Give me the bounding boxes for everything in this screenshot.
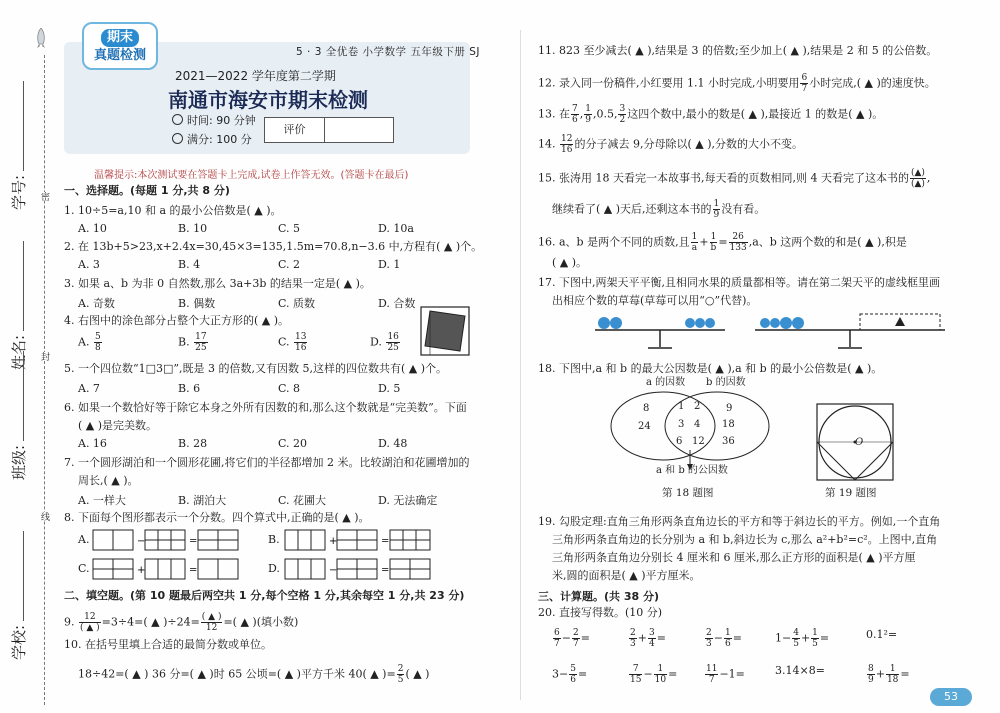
venn-a-label: a 的因数 (646, 377, 686, 388)
q7-option-c[interactable]: C. 花圃大 (278, 494, 327, 507)
question-9: 9. $\frac{12}{( ▲ )}$ =3÷4=( ▲ )÷24= $\frac{( ▲ )}{12}$ =( ▲ )(填小数) (64, 612, 299, 633)
score-info: 满分: 100 分 (172, 131, 252, 147)
q4-option-b[interactable]: B. $\frac{17}{25}$ (178, 332, 207, 353)
question-19-line3: 三角形两条直角边分别长 4 厘米和 6 厘米,那么正方形的面积是( ▲ )平方厘 (552, 551, 916, 564)
name-field[interactable]: 姓名: (8, 241, 29, 370)
exam-tip: 温馨提示:本次测试要在答题卡上完成,试卷上作答无效。(答题卡在最后) (94, 170, 409, 181)
venn-mid-1: 1 (678, 401, 685, 412)
venn-left-2: 24 (638, 421, 651, 432)
badge-line1: 期末 (101, 29, 139, 47)
q8-figure-b (284, 528, 440, 552)
time-info: 时间: 90 分钟 (172, 112, 256, 128)
svg-text:=: = (381, 565, 390, 576)
question-6-line1: 6. 如果一个数恰好等于除它本身之外所有因数的和,那么这个数就是“完美数”。下面 (64, 401, 467, 414)
q4-option-d[interactable]: D. $\frac{16}{25}$ (370, 332, 399, 353)
calc-1: $\frac{6}{7}$ − $\frac{2}{7}$ = (554, 628, 590, 649)
q6-option-b[interactable]: B. 28 (178, 437, 208, 450)
svg-text:+: + (329, 536, 338, 547)
q5-option-b[interactable]: B. 6 (178, 382, 201, 395)
q2-option-a[interactable]: A. 3 (78, 258, 100, 271)
question-17-line1: 17. 下图中,两架天平平衡,且相同水果的质量都相等。请在第二架天平的虚线框里画 (538, 276, 940, 289)
q5-option-d[interactable]: D. 5 (378, 382, 401, 395)
class-field[interactable]: 班级: (8, 351, 29, 480)
question-11: 11. 823 至少减去( ▲ ),结果是 3 的倍数;至少加上( ▲ ),结果是 2 和 5 的公倍数。 (538, 44, 938, 57)
question-6-line2: ( ▲ )是完美数。 (78, 419, 158, 432)
q2-option-c[interactable]: C. 2 (278, 258, 301, 271)
svg-text:=: = (381, 536, 390, 547)
q8-figure-c (92, 557, 248, 581)
figure-19-caption: 第 19 题图 (825, 487, 877, 499)
q3-option-c[interactable]: C. 质数 (278, 297, 316, 310)
question-4: 4. 右图中的涂色部分占整个大正方形的( ▲ )。 (64, 314, 290, 327)
calc-8: $\frac{11}{7}$ −1= (706, 664, 745, 685)
seal-mark: 密 (39, 192, 49, 201)
q17-balance-figures (590, 312, 950, 354)
question-20: 20. 直接写得数。(10 分) (538, 606, 663, 619)
q1-option-c[interactable]: C. 5 (278, 222, 301, 235)
q7-option-d[interactable]: D. 无法确定 (378, 494, 438, 507)
q6-option-c[interactable]: C. 20 (278, 437, 308, 450)
question-7-line2: 周长,( ▲ )。 (78, 474, 139, 487)
venn-right-2: 18 (722, 419, 735, 430)
section-1-title: 一、选择题。(每题 1 分,共 8 分) (64, 184, 230, 197)
q8-option-a[interactable]: A. (78, 533, 90, 546)
svg-text:=: = (189, 565, 198, 576)
line-mark: 线 (39, 512, 49, 521)
calc-3: $\frac{2}{3}$ − $\frac{1}{6}$ = (706, 628, 742, 649)
section-3-title: 三、计算题。(共 38 分) (538, 590, 660, 603)
venn-right-1: 9 (726, 403, 733, 414)
binding-margin (0, 0, 62, 713)
question-10-blanks: 18÷42=( ▲ ) 36 分=( ▲ )时 65 公顷=( ▲ )平方千米 40( ▲ )= $\frac{2}{5}$ ( ▲ ) (78, 664, 430, 685)
venn-right-3: 36 (722, 436, 735, 447)
svg-text:=: = (189, 536, 198, 547)
q4-option-c[interactable]: C. $\frac{13}{16}$ (278, 332, 307, 353)
badge-line2: 真题检测 (93, 48, 146, 63)
calc-4: 1− $\frac{4}{5}$ + $\frac{1}{5}$ = (775, 628, 830, 649)
q7-option-b[interactable]: B. 湖泊大 (178, 494, 227, 507)
q8-figure-d (284, 557, 440, 581)
question-8: 8. 下面每个图形都表示一个分数。四个算式中,正确的是( ▲ )。 (64, 511, 370, 524)
q1-option-d[interactable]: D. 10a (378, 222, 414, 235)
q7-option-a[interactable]: A. 一样大 (78, 494, 126, 507)
page-number: 53 (930, 688, 972, 706)
exam-badge (82, 22, 158, 70)
seal-mark-2: 封 (39, 352, 49, 361)
binding-dashed-line (44, 55, 45, 705)
question-18: 18. 下图中,a 和 b 的最大公因数是( ▲ ),a 和 b 的最小公倍数是( ▲ )。 (538, 362, 883, 375)
q5-option-a[interactable]: A. 7 (78, 382, 100, 395)
series-label: 5 · 3 全优卷 小学数学 五年级下册 SJ (296, 46, 480, 58)
question-15-line1: 15. 张涛用 18 天看完一本故事书,每天看的页数相同,则 4 天看完了这本书的 $\frac{(▲)}{(▲)}$ , (538, 168, 931, 189)
svg-text:−: − (137, 536, 146, 547)
question-7-line1: 7. 一个圆形湖泊和一个圆形花圃,将它们的半径都增加 2 米。比较湖泊和花圃增加的 (64, 456, 470, 469)
venn-b-label: b 的因数 (706, 377, 746, 388)
question-19-line2: 三角形两条直角边的长分别为 a 和 b,斜边长为 c,那么 a²+b²=c²。上图中,直角 (552, 533, 938, 546)
question-19-line4: 米,圆的面积是( ▲ )平方厘米。 (552, 569, 701, 582)
q8-option-c[interactable]: C. (78, 562, 90, 575)
svg-text:+: + (137, 565, 146, 576)
calc-2: $\frac{2}{3}$ + $\frac{3}{4}$ = (630, 628, 666, 649)
calc-7: $\frac{7}{15}$ − $\frac{1}{10}$ = (630, 664, 678, 685)
question-15-line2: 继续看了( ▲ )天后,还剩这本书的 $\frac{1}{9}$ 没有看。 (552, 199, 766, 220)
venn-mid-6: 12 (692, 436, 705, 447)
venn-mid-4: 4 (694, 419, 701, 430)
question-12: 12. 录入同一份稿件,小红要用 1.1 小时完成,小明要用 $\frac{6}{7}$ 小时完成,( ▲ )的速度快。 (538, 73, 936, 94)
student-id-field[interactable]: 学号: (8, 81, 29, 210)
column-divider (520, 30, 521, 700)
venn-mid-2: 2 (694, 401, 701, 412)
q1-option-a[interactable]: A. 10 (78, 222, 107, 235)
question-14: 14. $\frac{12}{16}$ 的分子减去 9,分母除以( ▲ ),分数的大小不变。 (538, 134, 803, 155)
venn-common-label: a 和 b 的公因数 (656, 465, 728, 476)
q6-option-d[interactable]: D. 48 (378, 437, 408, 450)
q3-option-a[interactable]: A. 奇数 (78, 297, 115, 310)
calc-10: $\frac{8}{9}$ + $\frac{1}{18}$ = (868, 664, 910, 685)
figure-18-caption: 第 18 题图 (662, 487, 714, 499)
section-2-title: 二、填空题。(第 10 题最后两空共 1 分,每个空格 1 分,其余每空 1 分,共 23 分) (64, 589, 465, 602)
calc-6: 3− $\frac{5}{6}$ = (552, 664, 588, 685)
venn-mid-5: 6 (676, 436, 683, 447)
venn-mid-3: 3 (678, 419, 685, 430)
svg-text:−: − (329, 565, 338, 576)
circle-center-label: O (855, 437, 864, 448)
evaluation-box[interactable] (264, 117, 394, 143)
q4-square-figure (420, 306, 470, 356)
clock-icon (172, 114, 183, 125)
evaluation-label: 评价 (265, 118, 325, 142)
q2-option-b[interactable]: B. 4 (178, 258, 201, 271)
rocket-icon (34, 28, 48, 50)
q3-option-d[interactable]: D. 合数 (378, 297, 416, 310)
question-10: 10. 在括号里填上合适的最简分数或单位。 (64, 638, 272, 651)
q2-option-d[interactable]: D. 1 (378, 258, 401, 271)
question-2: 2. 在 13b+5>23,x+2.4x=30,45×3=135,1.5m=70.8,n−3.6 中,方程有( ▲ )个。 (64, 240, 483, 253)
q8-figure-a (92, 528, 248, 552)
question-3: 3. 如果 a、b 为非 0 自然数,那么 3a+3b 的结果一定是( ▲ )。 (64, 277, 371, 290)
q8-option-d[interactable]: D. (268, 562, 280, 575)
question-5: 5. 一个四位数“1□3□”,既是 3 的倍数,又有因数 5,这样的四位数共有( ▲ )个。 (64, 362, 448, 375)
question-16-line2: ( ▲ )。 (552, 256, 588, 269)
question-19-line1: 19. 勾股定理:直角三角形两条直角边长的平方和等于斜边长的平方。例如,一个直角 (538, 515, 941, 528)
calc-9: 3.14×8= (775, 664, 825, 677)
q5-option-c[interactable]: C. 8 (278, 382, 301, 395)
q1-option-b[interactable]: B. 10 (178, 222, 208, 235)
page-title: 南通市海安市期末检测 (168, 88, 368, 112)
q6-option-a[interactable]: A. 16 (78, 437, 107, 450)
school-field[interactable]: 学校: (8, 531, 29, 660)
check-icon (172, 133, 183, 144)
q4-option-a[interactable]: A. $\frac{5}{8}$ (78, 332, 101, 353)
q3-option-b[interactable]: B. 偶数 (178, 297, 216, 310)
venn-left-1: 8 (643, 403, 650, 414)
calc-5: 0.1²= (866, 628, 898, 641)
q8-option-b[interactable]: B. (268, 533, 280, 546)
question-13: 13. 在 $\frac{7}{6}$ , $\frac{1}{9}$ ,0.5, $\frac{3}{2}$ 这四个数中,最小的数是( ▲ ),最接近 1 的数是( ▲ )。 (538, 104, 884, 125)
school-year: 2021—2022 学年度第二学期 (175, 69, 336, 83)
question-17-line2: 出相应个数的草莓(草莓可以用“○”代替)。 (552, 294, 758, 307)
question-16: 16. a、b 是两个不同的质数,且 $\frac{1}{a}$ + $\frac{1}{b}$ = $\frac{26}{133}$ ,a、b 这两个数的和是( ▲ ),积是 (538, 232, 907, 253)
question-1: 1. 10÷5=a,10 和 a 的最小公倍数是( ▲ )。 (64, 204, 282, 217)
